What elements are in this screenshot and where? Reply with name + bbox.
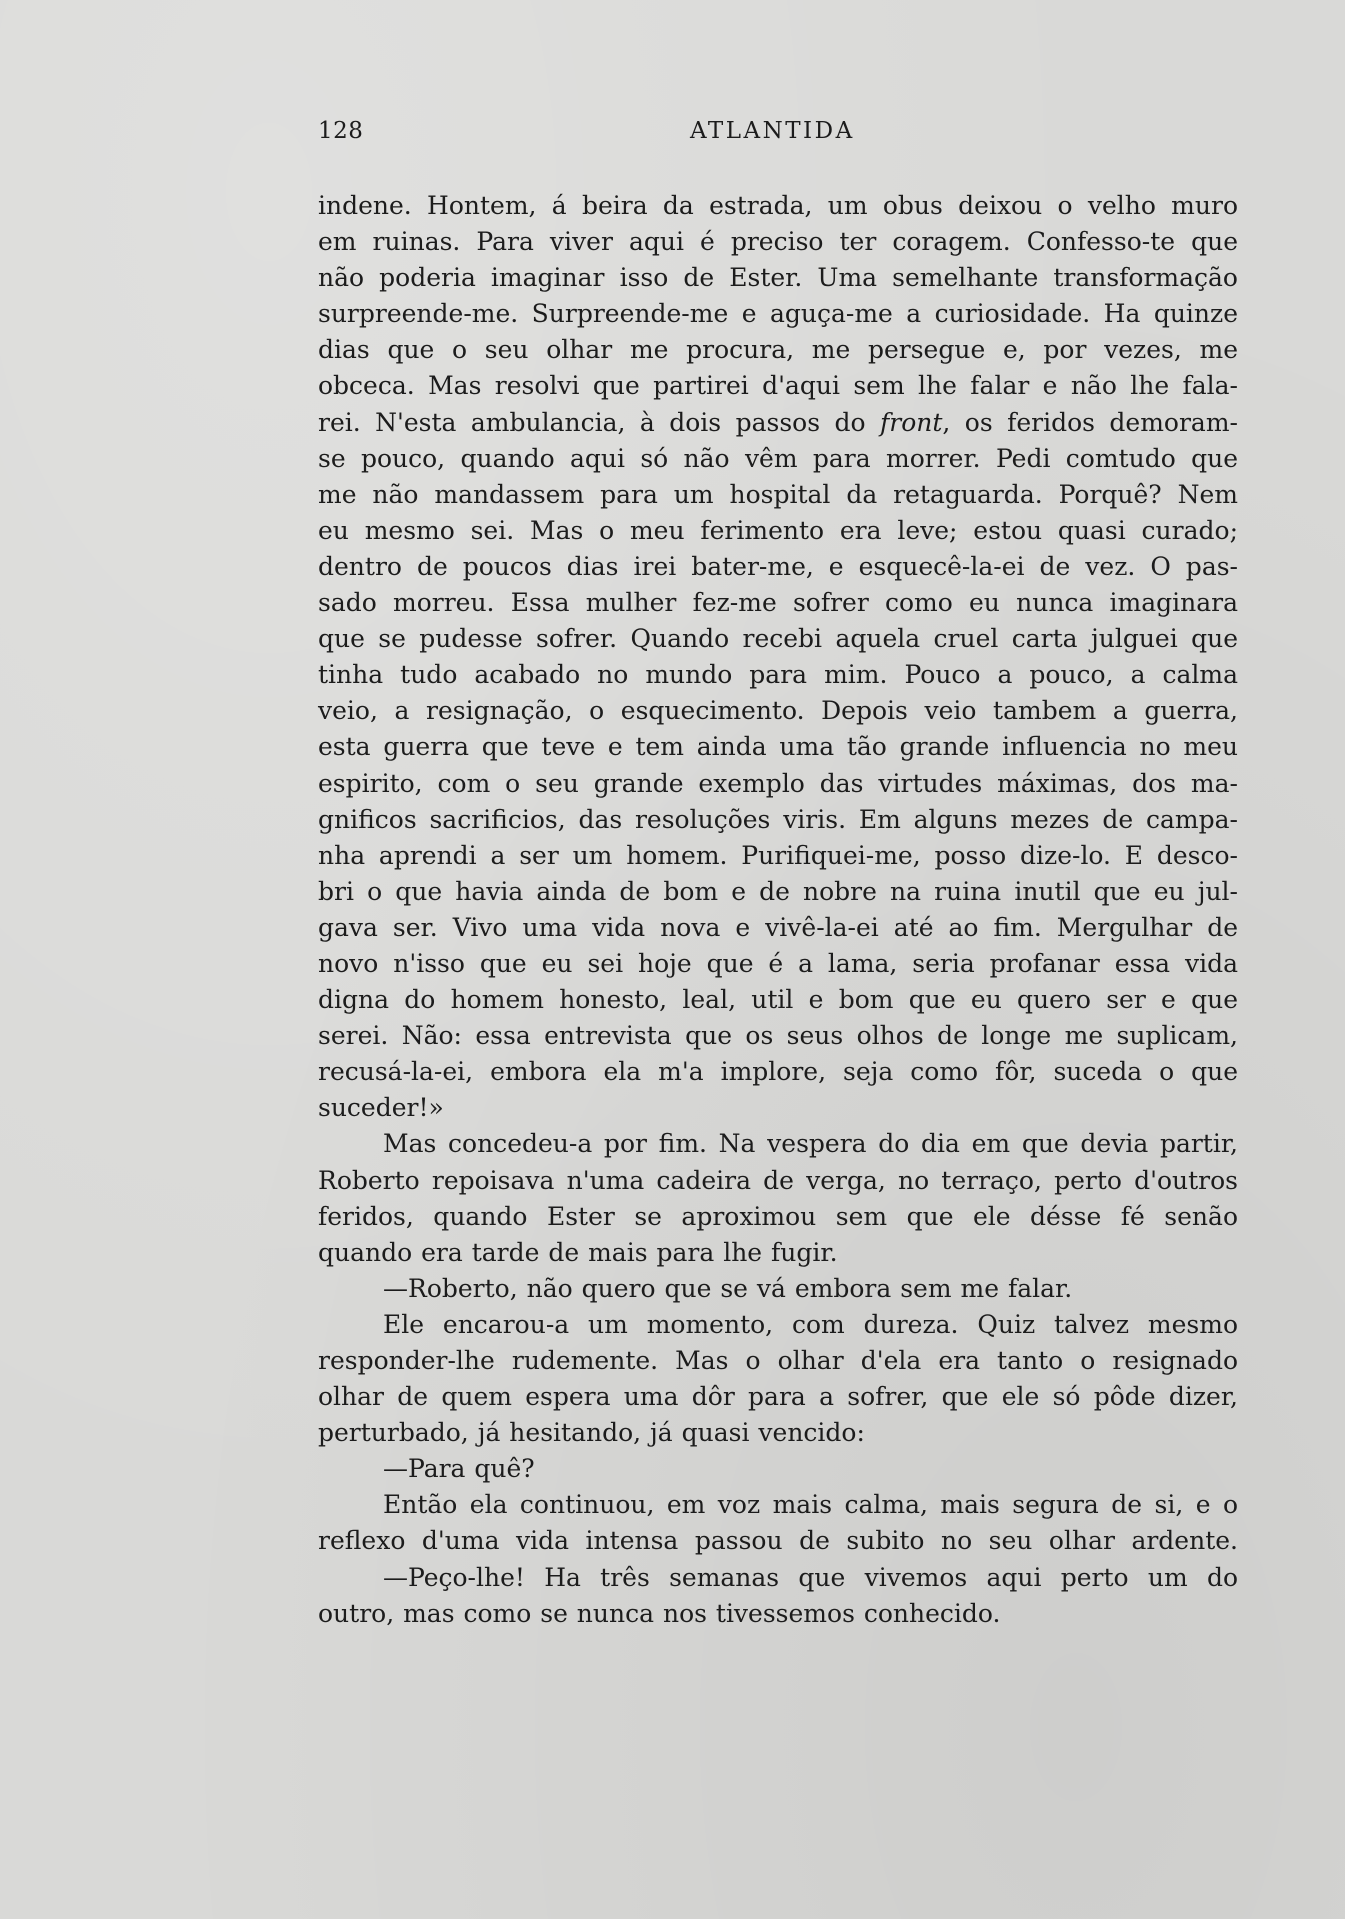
running-title: ATLANTIDA <box>690 118 855 144</box>
text-line: nha aprendi a ser um homem. Purifiquei-me, posso dize-lo. E desco- <box>318 840 1238 870</box>
text-line: me não mandassem para um hospital da retaguarda. Porquê? Nem <box>318 479 1238 509</box>
text-line: que se pudesse sofrer. Quando recebi aquela cruel carta julguei que <box>318 624 1238 654</box>
text-line: olhar de quem espera uma dôr para a sofrer, que ele só pôde dizer, <box>318 1382 1238 1412</box>
text-line: quando era tarde de mais para lhe fugir. <box>318 1237 838 1267</box>
text-line: indene. Hontem, á beira da estrada, um obus deixou o velho muro <box>318 191 1238 220</box>
text-line: esta guerra que teve e tem ainda uma tão grande influencia no meu <box>318 732 1238 762</box>
text-line: Ele encarou-a um momento, com dureza. Quiz talvez mesmo <box>383 1309 1238 1339</box>
text-line: surpreende-me. Surpreende-me e aguça-me a curiosidade. Ha quinze <box>318 299 1238 329</box>
text-line: feridos, quando Ester se aproximou sem que ele désse fé senão <box>318 1201 1238 1231</box>
text-line: responder-lhe rudemente. Mas o olhar d'ela era tanto o resignado <box>318 1346 1238 1375</box>
text-line: tinha tudo acabado no mundo para mim. Pouco a pouco, a calma <box>318 660 1238 690</box>
italic-word: front <box>879 407 943 437</box>
dialogue-line: —Peço-lhe! Ha três semanas que vivemos aqui perto um do <box>383 1562 1238 1592</box>
text-line: outro, mas como se nunca nos tivessemos conhecido. <box>318 1598 1001 1628</box>
text-line: serei. Não: essa entrevista que os seus olhos de longe me suplicam, <box>318 1021 1238 1051</box>
text-line: não poderia imaginar isso de Ester. Uma semelhante transformação <box>318 263 1238 293</box>
text-segment: , os feridos demoram- <box>942 407 1238 437</box>
text-line: Roberto repoisava n'uma cadeira de verga, no terraço, perto d'outros <box>318 1165 1238 1195</box>
text-line: perturbado, já hesitando, já quasi vencido: <box>318 1418 865 1448</box>
text-line: obceca. Mas resolvi que partirei d'aqui sem lhe falar e não lhe fala- <box>318 371 1238 401</box>
text-line: Então ela continuou, em voz mais calma, mais segura de si, e o <box>383 1490 1238 1520</box>
dialogue-line: —Para quê? <box>383 1454 535 1484</box>
text-line: em ruinas. Para viver aqui é preciso ter coragem. Confesso-te que <box>318 227 1238 257</box>
running-head <box>318 118 1238 154</box>
dialogue-line: —Roberto, não quero que se vá embora sem me falar. <box>383 1273 1073 1303</box>
text-line: Mas concedeu-a por fim. Na vespera do dia em que devia partir, <box>383 1129 1238 1159</box>
text-line: suceder!» <box>318 1093 444 1123</box>
text-segment: rei. N'esta ambulancia, à dois passos do <box>318 407 880 437</box>
text-line: dentro de poucos dias irei bater-me, e esquecê-la-ei de vez. O pas- <box>318 551 1238 581</box>
text-line: recusá-la-ei, embora ela m'a implore, seja como fôr, suceda o que <box>318 1057 1238 1087</box>
text-line: sado morreu. Essa mulher fez-me sofrer como eu nunca imaginara <box>318 588 1238 618</box>
page-number: 128 <box>318 118 364 144</box>
text-line <box>318 405 1238 441</box>
text-line: gava ser. Vivo uma vida nova e vivê-la-ei até ao fim. Mergulhar de <box>318 912 1238 942</box>
body-text <box>318 188 1238 1632</box>
text-line: se pouco, quando aqui só não vêm para morrer. Pedi comtudo que <box>318 443 1238 473</box>
text-line: digna do homem honesto, leal, util e bom que eu quero ser e que <box>318 985 1238 1015</box>
text-line: espirito, com o seu grande exemplo das virtudes máximas, dos ma- <box>318 768 1238 798</box>
text-line: eu mesmo sei. Mas o meu ferimento era leve; estou quasi curado; <box>318 515 1238 545</box>
text-line: novo n'isso que eu sei hoje que é a lama, seria profanar essa vida <box>318 948 1238 978</box>
text-line: bri o que havia ainda de bom e de nobre na ruina inutil que eu jul- <box>318 876 1238 906</box>
text-line: gnificos sacrificios, das resoluções viris. Em alguns mezes de campa- <box>318 804 1238 834</box>
text-line: reflexo d'uma vida intensa passou de subito no seu olhar ardente. <box>318 1526 1238 1556</box>
text-line: dias que o seu olhar me procura, me persegue e, por vezes, me <box>318 335 1238 365</box>
text-line: veio, a resignação, o esquecimento. Depois veio tambem a guerra, <box>318 696 1238 726</box>
